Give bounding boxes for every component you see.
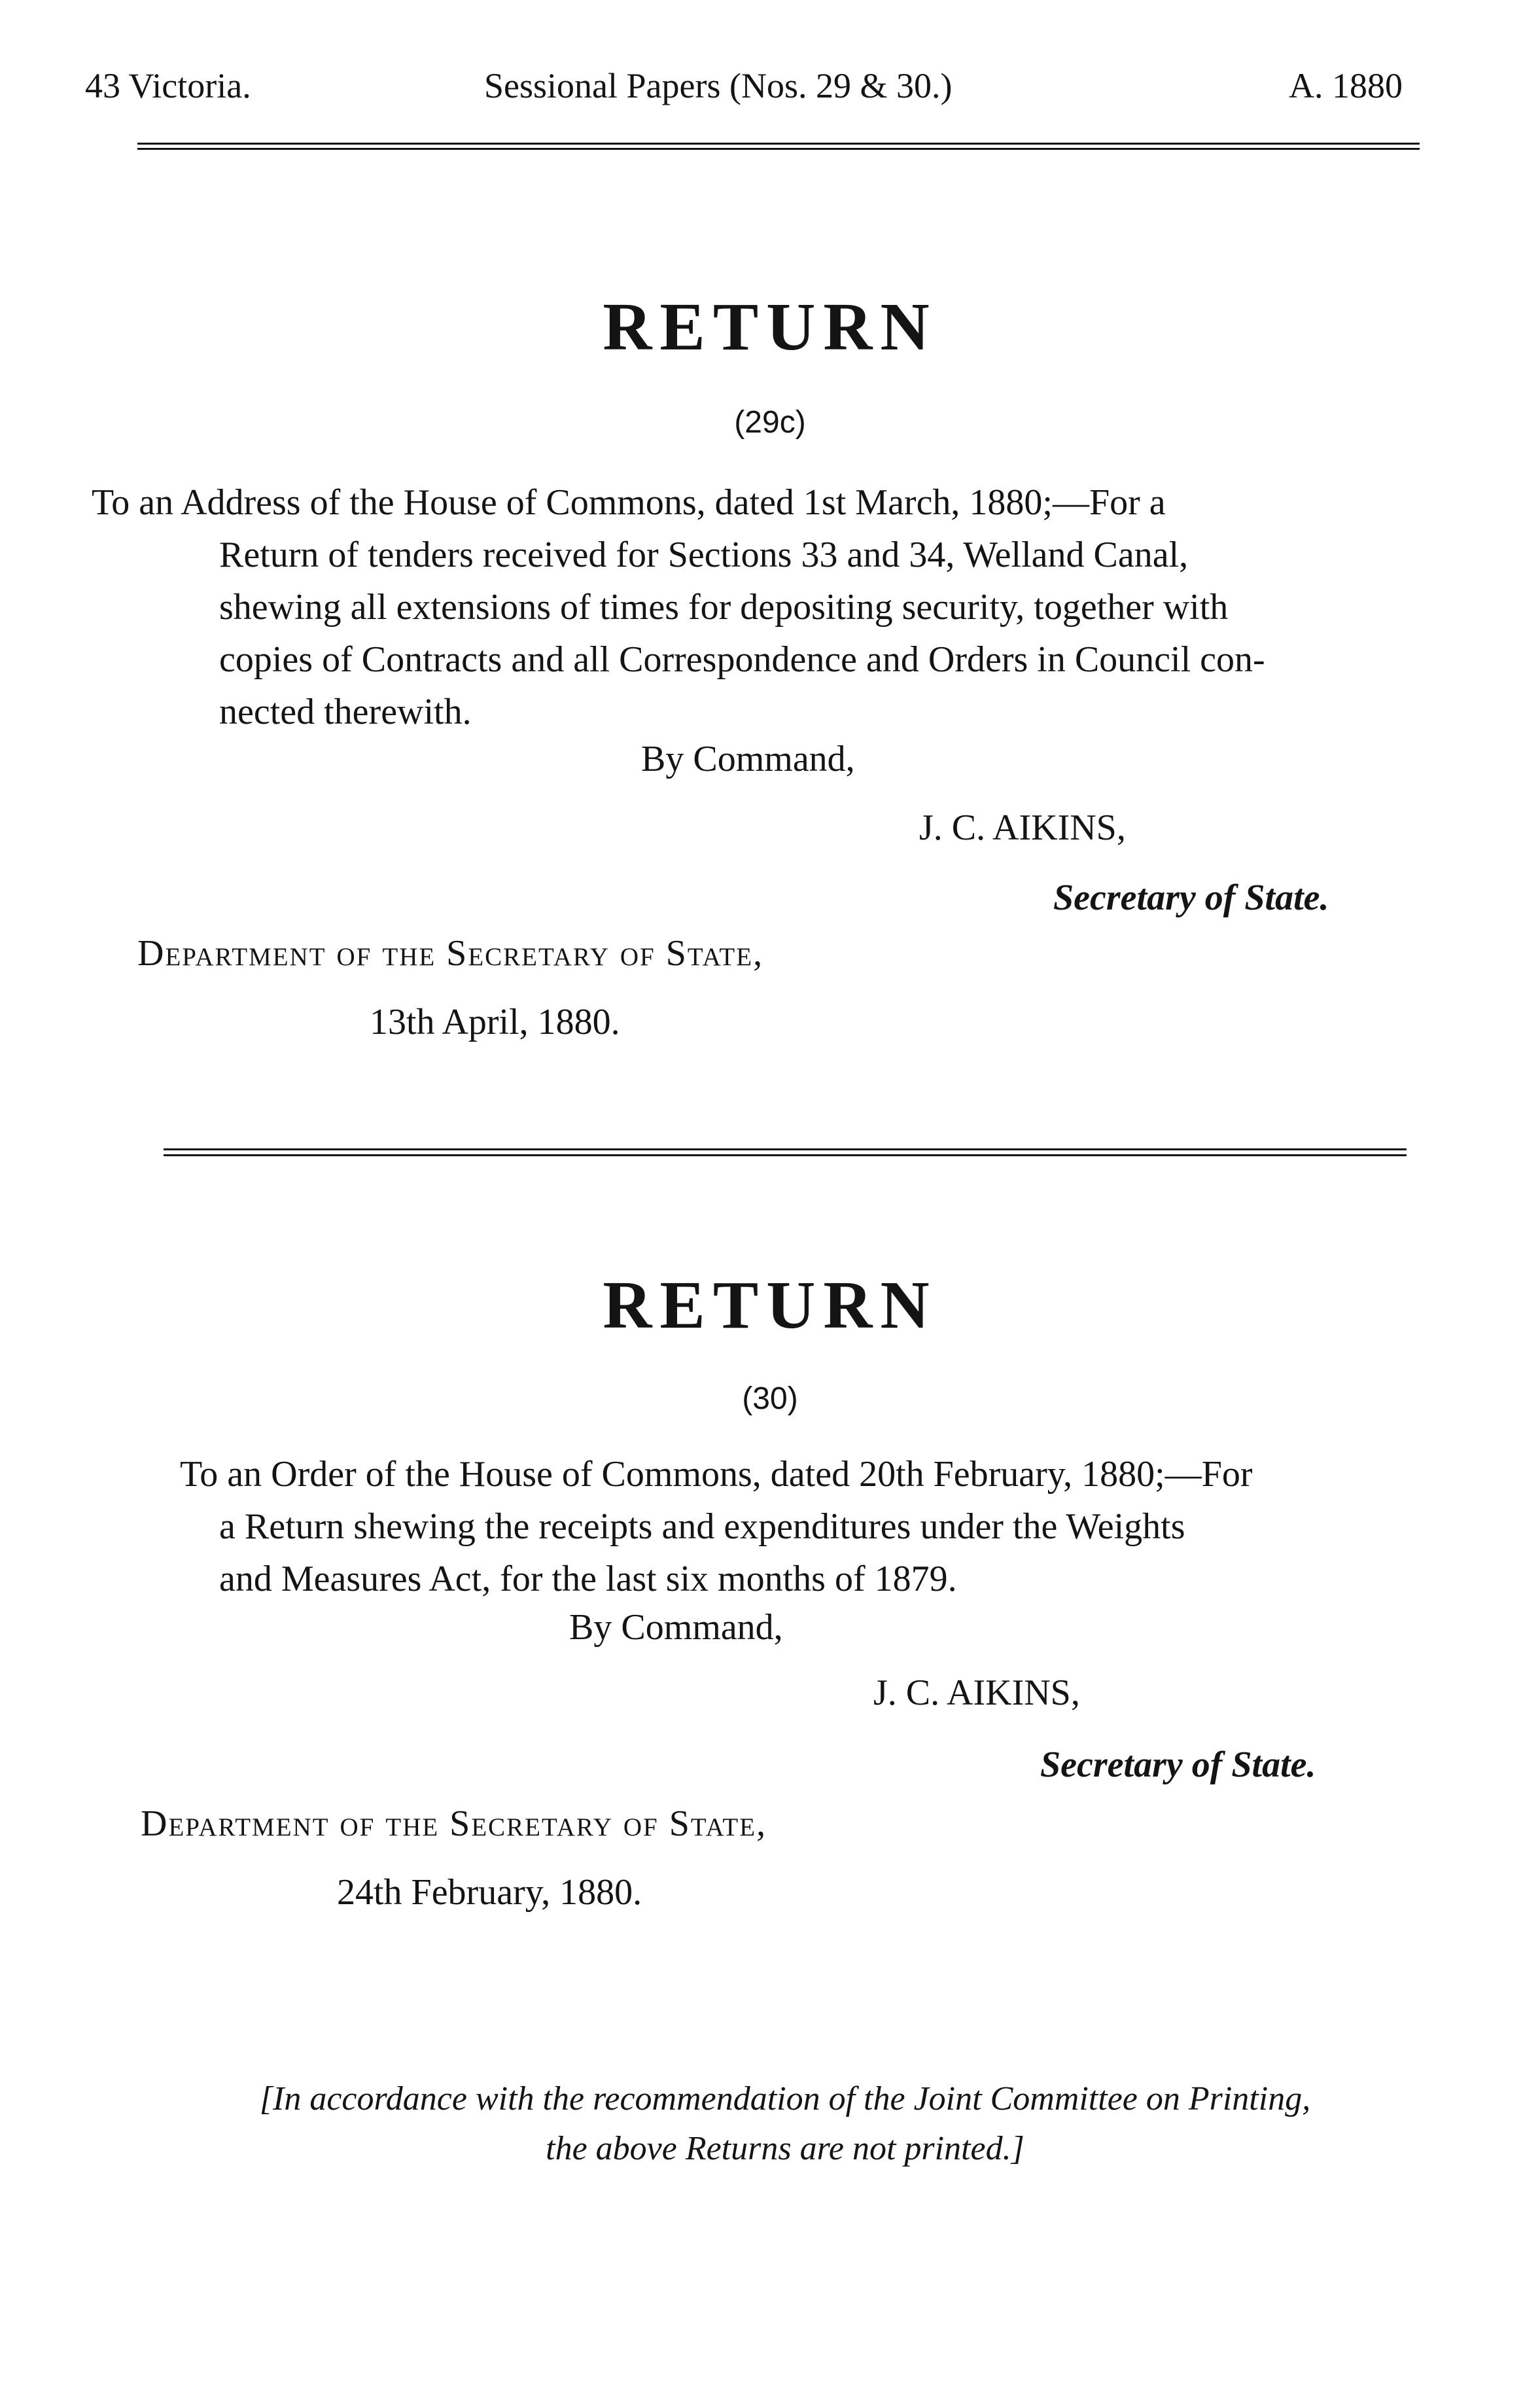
address-line-3: shewing all extensions of times for depositing security, together with <box>219 587 1229 628</box>
return-30-department: Department of the Secretary of State, <box>141 1803 767 1844</box>
return-30-order <box>180 1448 1429 1500</box>
note-line-1: [In accordance with the recommendation of the Joint Committee on Printing, <box>259 2080 1311 2117</box>
return-29c-department: Department of the Secretary of State, <box>137 933 764 974</box>
return-30-order-cont <box>219 1500 1429 1605</box>
address-line-4: copies of Contracts and all Correspondence and Orders in Council con- <box>219 639 1265 680</box>
return-29c-signatory: J. C. AIKINS, <box>919 807 1126 848</box>
header-sessional-papers: Sessional Papers (Nos. 29 & 30.) <box>484 66 953 105</box>
return-29c-code: (29c) <box>734 405 806 440</box>
address-line-2: Return of tenders received for Sections 33 and 34, Welland Canal, <box>219 535 1189 575</box>
return-29c-address-cont <box>219 529 1429 738</box>
address-line-5: nected therewith. <box>219 692 472 732</box>
order-line-1: To an Order of the House of Commons, dated 20th February, 1880;—For <box>180 1454 1253 1495</box>
header-year: A. 1880 <box>1289 66 1403 105</box>
return-30-signatory-title: Secretary of State. <box>1040 1745 1316 1785</box>
order-line-2: a Return shewing the receipts and expenditures under the Weights <box>219 1506 1185 1547</box>
return-29c-date: 13th April, 1880. <box>370 1002 620 1042</box>
address-line-1: To an Address of the House of Commons, dated 1st March, 1880;—For a <box>92 482 1166 523</box>
order-line-3: and Measures Act, for the last six months of 1879. <box>219 1559 957 1599</box>
section-double-rule <box>164 1148 1407 1156</box>
printing-committee-note <box>134 2074 1436 2174</box>
return-30-code: (30) <box>742 1381 798 1416</box>
return-30-signatory: J. C. AIKINS, <box>873 1673 1080 1713</box>
return-29c-address <box>92 476 1429 529</box>
return-30-title: RETURN <box>603 1267 937 1343</box>
header-double-rule <box>137 143 1420 151</box>
return-29c-signatory-title: Secretary of State. <box>1053 877 1329 918</box>
return-30-date: 24th February, 1880. <box>337 1872 642 1913</box>
header-volume: 43 Victoria. <box>85 66 251 105</box>
return-30-by-command: By Command, <box>569 1607 783 1648</box>
note-line-2: the above Returns are not printed.] <box>546 2130 1024 2167</box>
return-29c-by-command: By Command, <box>641 739 855 779</box>
return-29c-title: RETURN <box>603 289 937 364</box>
